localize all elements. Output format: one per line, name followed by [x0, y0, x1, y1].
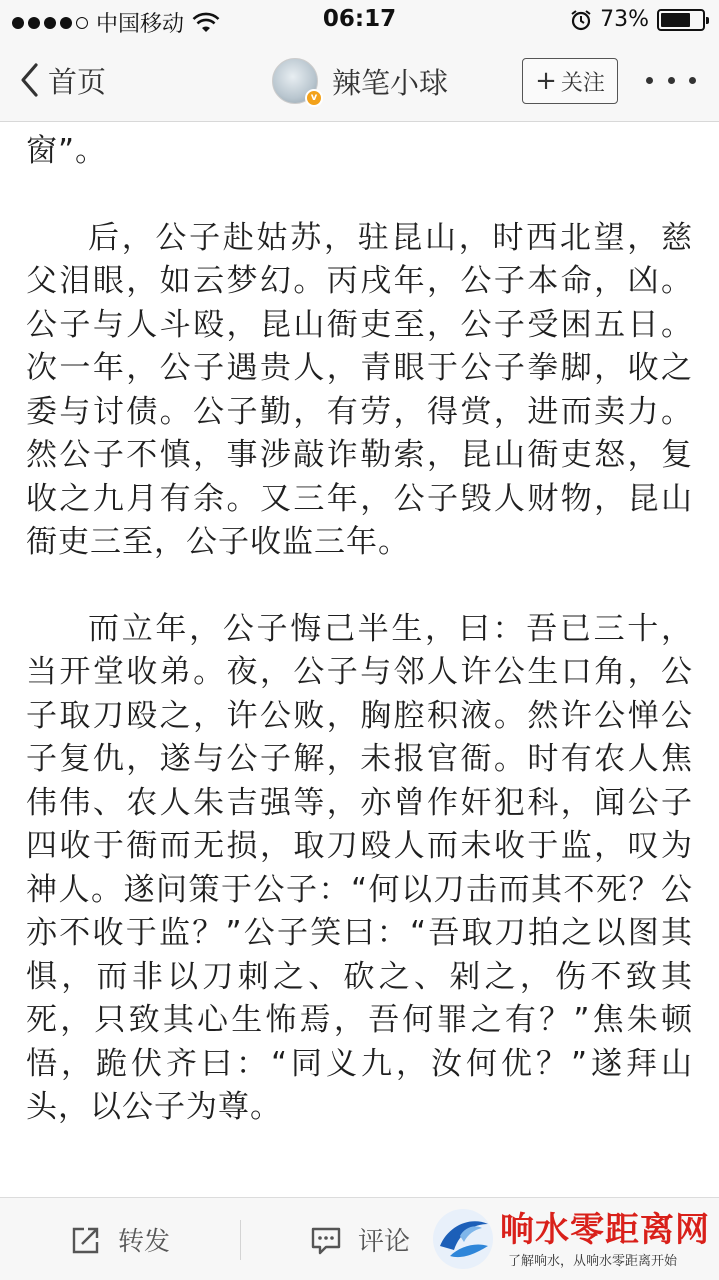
follow-button[interactable] [522, 58, 618, 104]
carrier-name: 中国移动 [96, 12, 185, 37]
battery-level [661, 13, 690, 27]
plus-icon: + [535, 66, 557, 96]
article-paragraph: 后，公子赴姑苏，驻昆山，时西北望，慈父泪眼，如云梦幻。丙戌年，公子本命，凶。公子与人斗殴，昆山衙吏至，公子受困五日。次一年，公子遇贵人，青眼于公子拳脚，收之委与讨债。公子勤，有劳，得赏，进而卖力。然公子不慎，事涉敲诈勒索，昆山衙吏怒，复收之九月有余。又三年，公子毁人财物，昆山衙吏三至，公子收监三年。 [26, 219, 693, 560]
follow-label: 关注 [560, 70, 605, 96]
dot [668, 77, 675, 84]
status-bar [0, 0, 719, 40]
profile-header[interactable] [272, 56, 448, 106]
repost-button[interactable] [70, 1198, 170, 1280]
chevron-left-icon [18, 62, 40, 98]
more-dots-icon[interactable] [646, 70, 696, 90]
back-button[interactable] [18, 58, 106, 102]
comment-label: 评论 [358, 1227, 411, 1257]
watermark-title: 响水零距离网 [500, 1210, 710, 1250]
verified-badge-icon: v [305, 89, 323, 107]
watermark-subtitle: 了解响水，从响水零距离开始 [508, 1254, 678, 1269]
watermark-logo [430, 1206, 496, 1272]
status-time: 06:17 [322, 6, 397, 32]
share-arrow-icon [70, 1224, 102, 1256]
dot [689, 77, 696, 84]
divider [240, 1220, 241, 1260]
article-body[interactable] [0, 122, 719, 1197]
battery-icon [657, 9, 705, 31]
comment-button[interactable] [310, 1198, 410, 1280]
alarm-clock-icon [570, 9, 592, 31]
dot [646, 77, 653, 84]
site-watermark [430, 1200, 719, 1280]
nav-bar [0, 40, 719, 122]
profile-name[interactable]: 辣笔小球 [332, 65, 449, 100]
article-paragraph: 而立年，公子悔己半生，曰：吾已三十，当开堂收弟。夜，公子与邻人许公生口角，公子取刀殴之，许公败，胸腔积液。然许公惮公子复仇，遂与公子解，未报官衙。时有农人焦伟伟、农人朱吉强等，亦曾作奸犯科，闻公子四收于衙而无损，取刀殴人而未收于监，叹为神人。遂问策于公子：“何以刀击而其不死？公亦不收于监？”公子笑曰：“吾取刀拍之以图其惧，而非以刀刺之、砍之、剁之，伤不致其死，只致其心生怖焉，吾何罪之有？”焦朱顿悟，跪伏齐曰：“同义九，汝何优？”遂拜山头，以公子为尊。 [26, 610, 693, 1125]
back-label: 首页 [48, 64, 107, 99]
repost-label: 转发 [118, 1227, 171, 1257]
battery-percent: 73% [600, 7, 649, 32]
status-right [570, 7, 705, 32]
comment-bubble-icon [310, 1224, 342, 1256]
article-paragraph: 窗”。 [26, 133, 108, 169]
avatar[interactable] [272, 58, 318, 104]
